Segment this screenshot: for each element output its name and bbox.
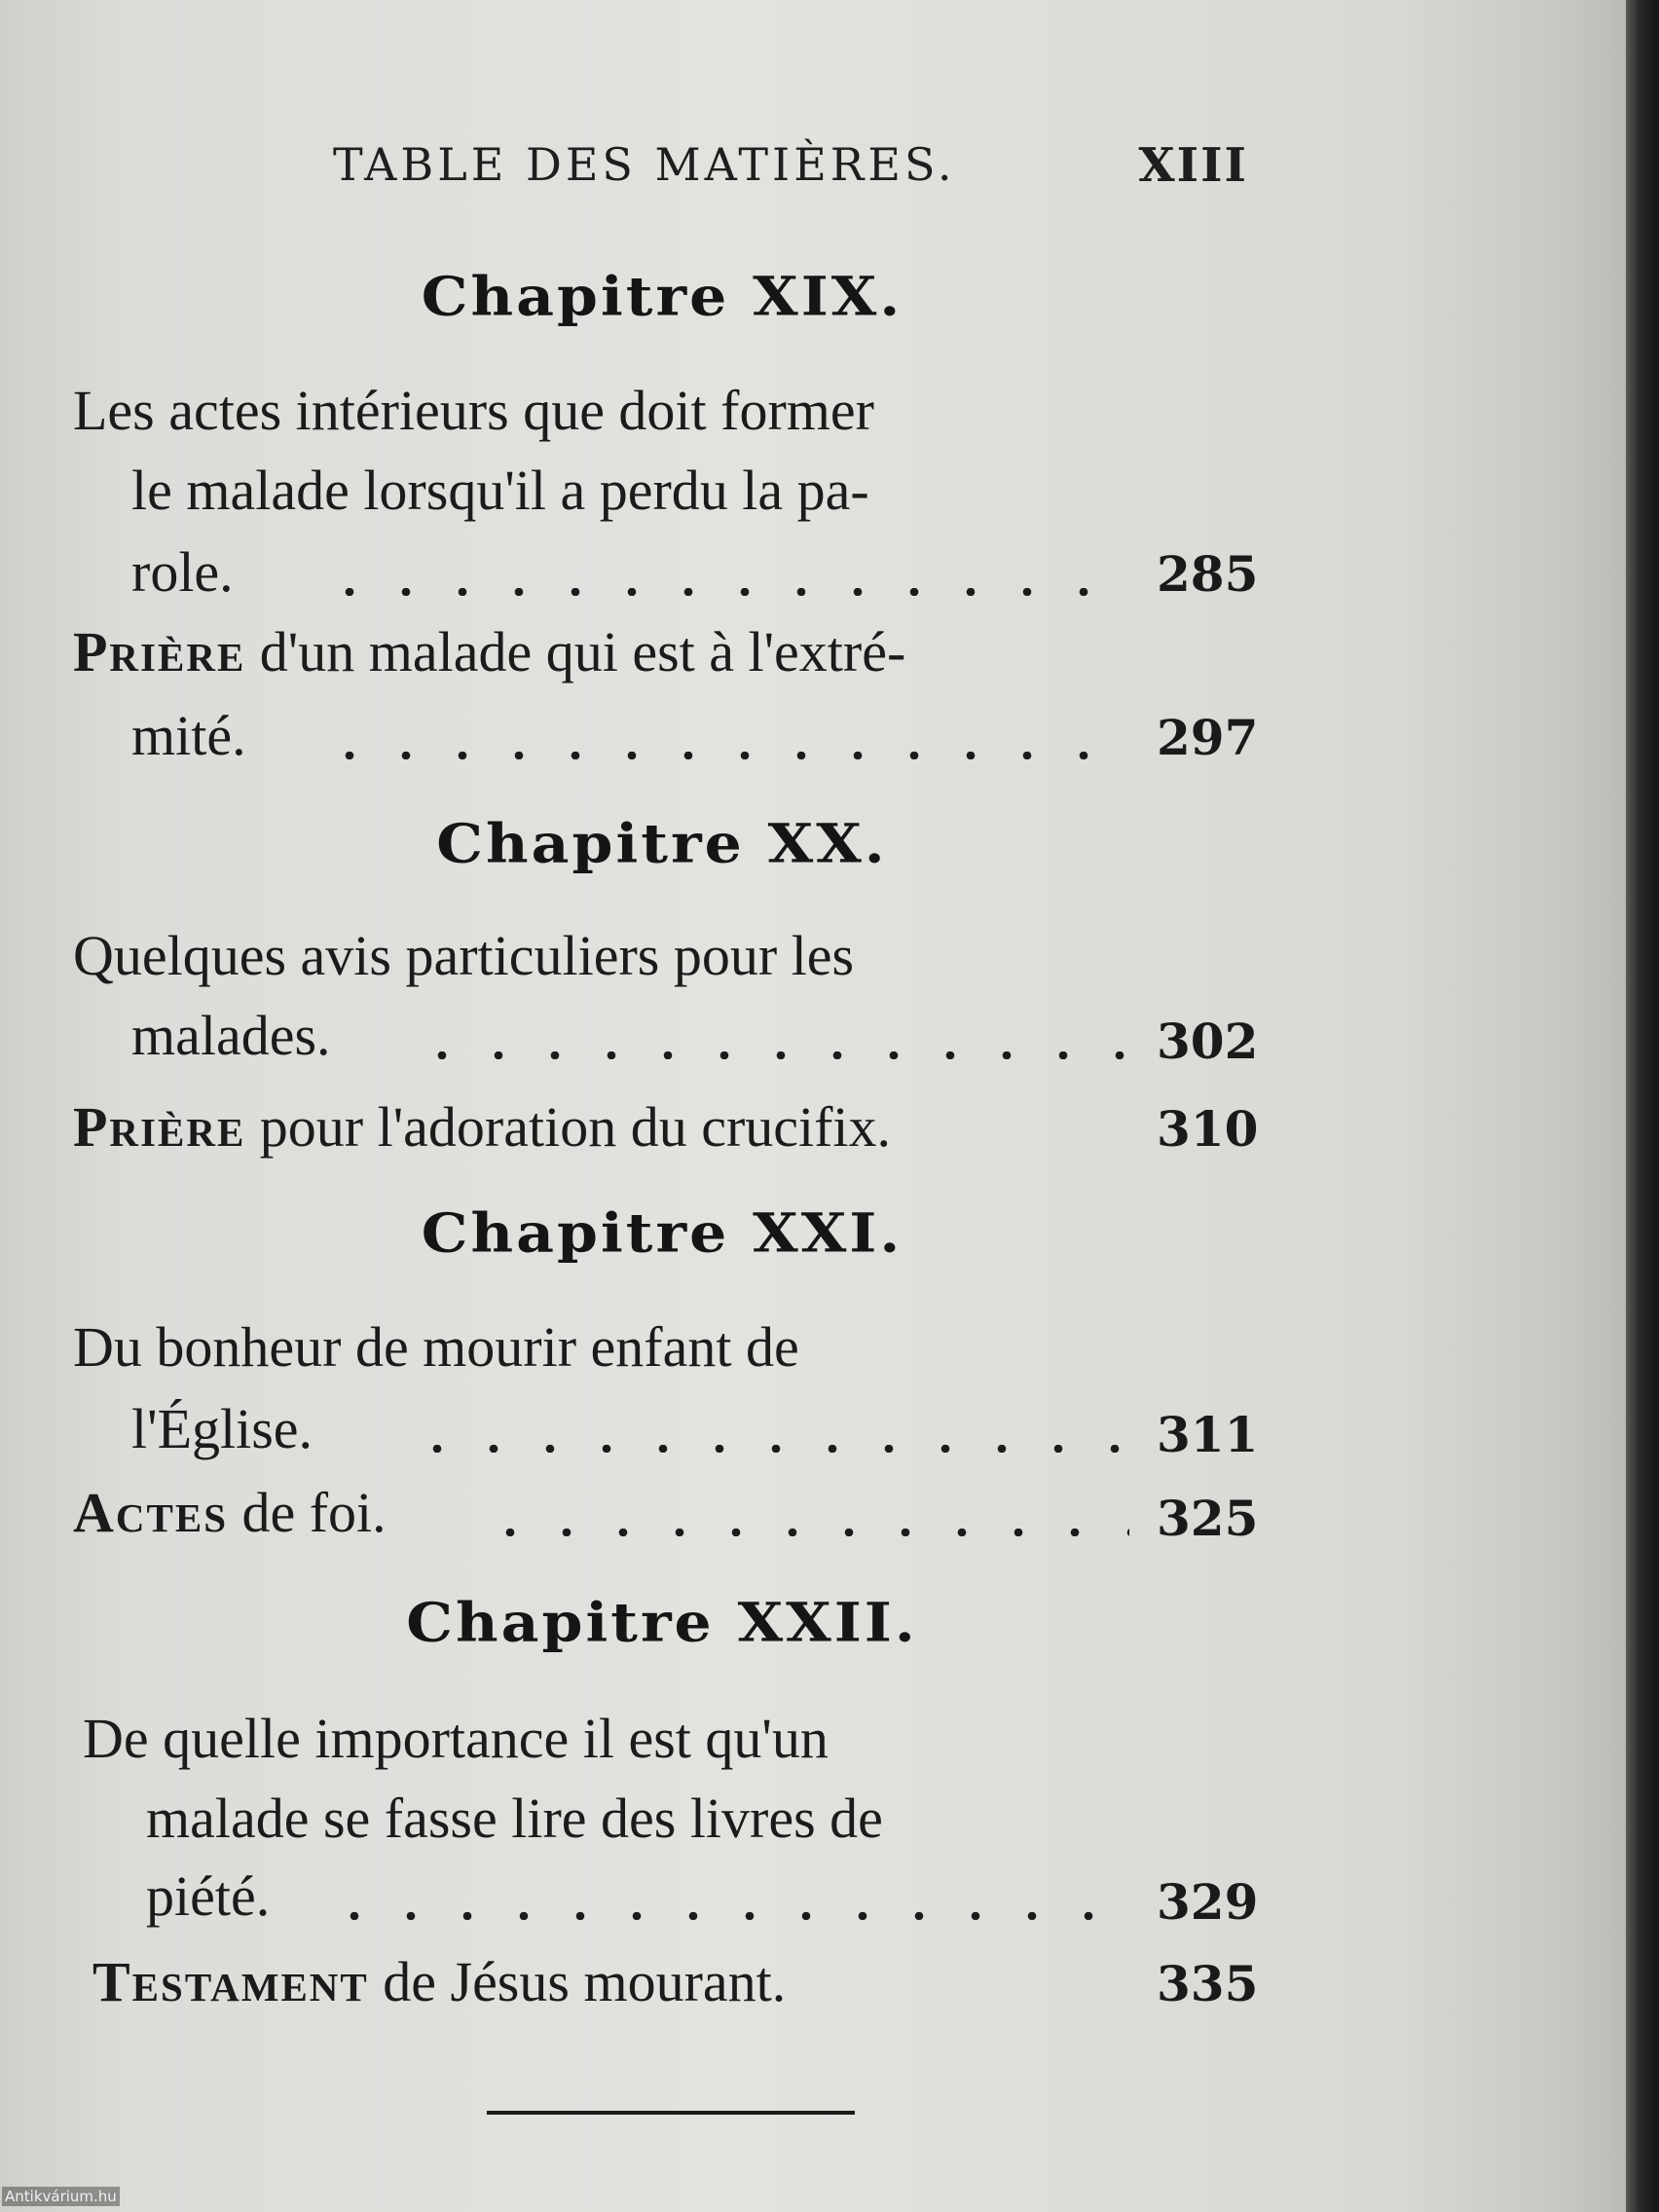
toc-line-text: de foi. [228, 1481, 387, 1544]
page-folio: XIII [1138, 138, 1248, 193]
toc-line-last [131, 1003, 1144, 1071]
page-number: 325 [1157, 1490, 1259, 1547]
toc-line-last [146, 1863, 1149, 1932]
dot-leader [409, 1445, 1129, 1453]
page-number: 329 [1157, 1873, 1259, 1931]
running-title: TABLE DES MATIÈRES. [333, 138, 956, 191]
toc-line: Quelques avis particuliers pour les [73, 924, 855, 987]
toc-line: Les actes intérieurs que doit former [73, 379, 874, 442]
dot-leader [321, 752, 1129, 759]
chapter-heading: Chapitre XXII. [406, 1591, 918, 1655]
page-number: 285 [1157, 545, 1259, 603]
entry-lead: Prière [73, 1095, 246, 1159]
toc-line-last [92, 1949, 1144, 2017]
page-number: 310 [1157, 1100, 1259, 1158]
toc-line-text: pour l'adoration du crucifix. [245, 1095, 892, 1159]
toc-line: le malade lorsqu'il a perdu la pa- [131, 459, 869, 522]
closing-rule [487, 2111, 855, 2115]
page-number: 335 [1157, 1955, 1259, 2012]
dot-leader [326, 1912, 1129, 1920]
running-head [333, 138, 1248, 197]
chapter-heading: Chapitre XXI. [421, 1201, 903, 1266]
toc-line-text: l'Église. [131, 1397, 313, 1460]
toc-line-text: malades. [131, 1004, 331, 1067]
entry-lead: Prière [73, 620, 246, 683]
toc-line-text: piété. [146, 1864, 271, 1928]
page-number: 311 [1157, 1406, 1259, 1463]
dot-leader [321, 588, 1129, 596]
book-binding-edge [1626, 0, 1659, 2212]
toc-line-last [131, 539, 1144, 608]
toc-line-text: de Jésus mourant. [368, 1950, 787, 2013]
toc-line-last [73, 1480, 1144, 1548]
toc-line: Du bonheur de mourir enfant de [73, 1315, 799, 1379]
chapter-heading: Chapitre XIX. [421, 265, 903, 329]
dot-leader [482, 1529, 1129, 1536]
chapter-heading: Chapitre XX. [436, 812, 888, 876]
toc-line: De quelle importance il est qu'un [83, 1707, 829, 1770]
toc-line [73, 1094, 891, 1162]
entry-lead: Actes [73, 1481, 228, 1544]
toc-line-last [131, 1396, 1144, 1464]
toc-line-text: role. [131, 540, 234, 604]
watermark: Antikvárium.hu [2, 2187, 120, 2206]
toc-line-text: mité. [131, 704, 246, 767]
page-number: 297 [1157, 709, 1259, 766]
toc-line-last [131, 703, 1144, 771]
toc-line: malade se fasse lire des livres de [146, 1787, 883, 1850]
entry-lead: Testament [92, 1950, 369, 2013]
dot-leader [414, 1051, 1129, 1059]
page-number: 302 [1157, 1013, 1259, 1070]
toc-line-text: d'un malade qui est à l'extré- [245, 620, 906, 683]
toc-line [73, 619, 905, 687]
